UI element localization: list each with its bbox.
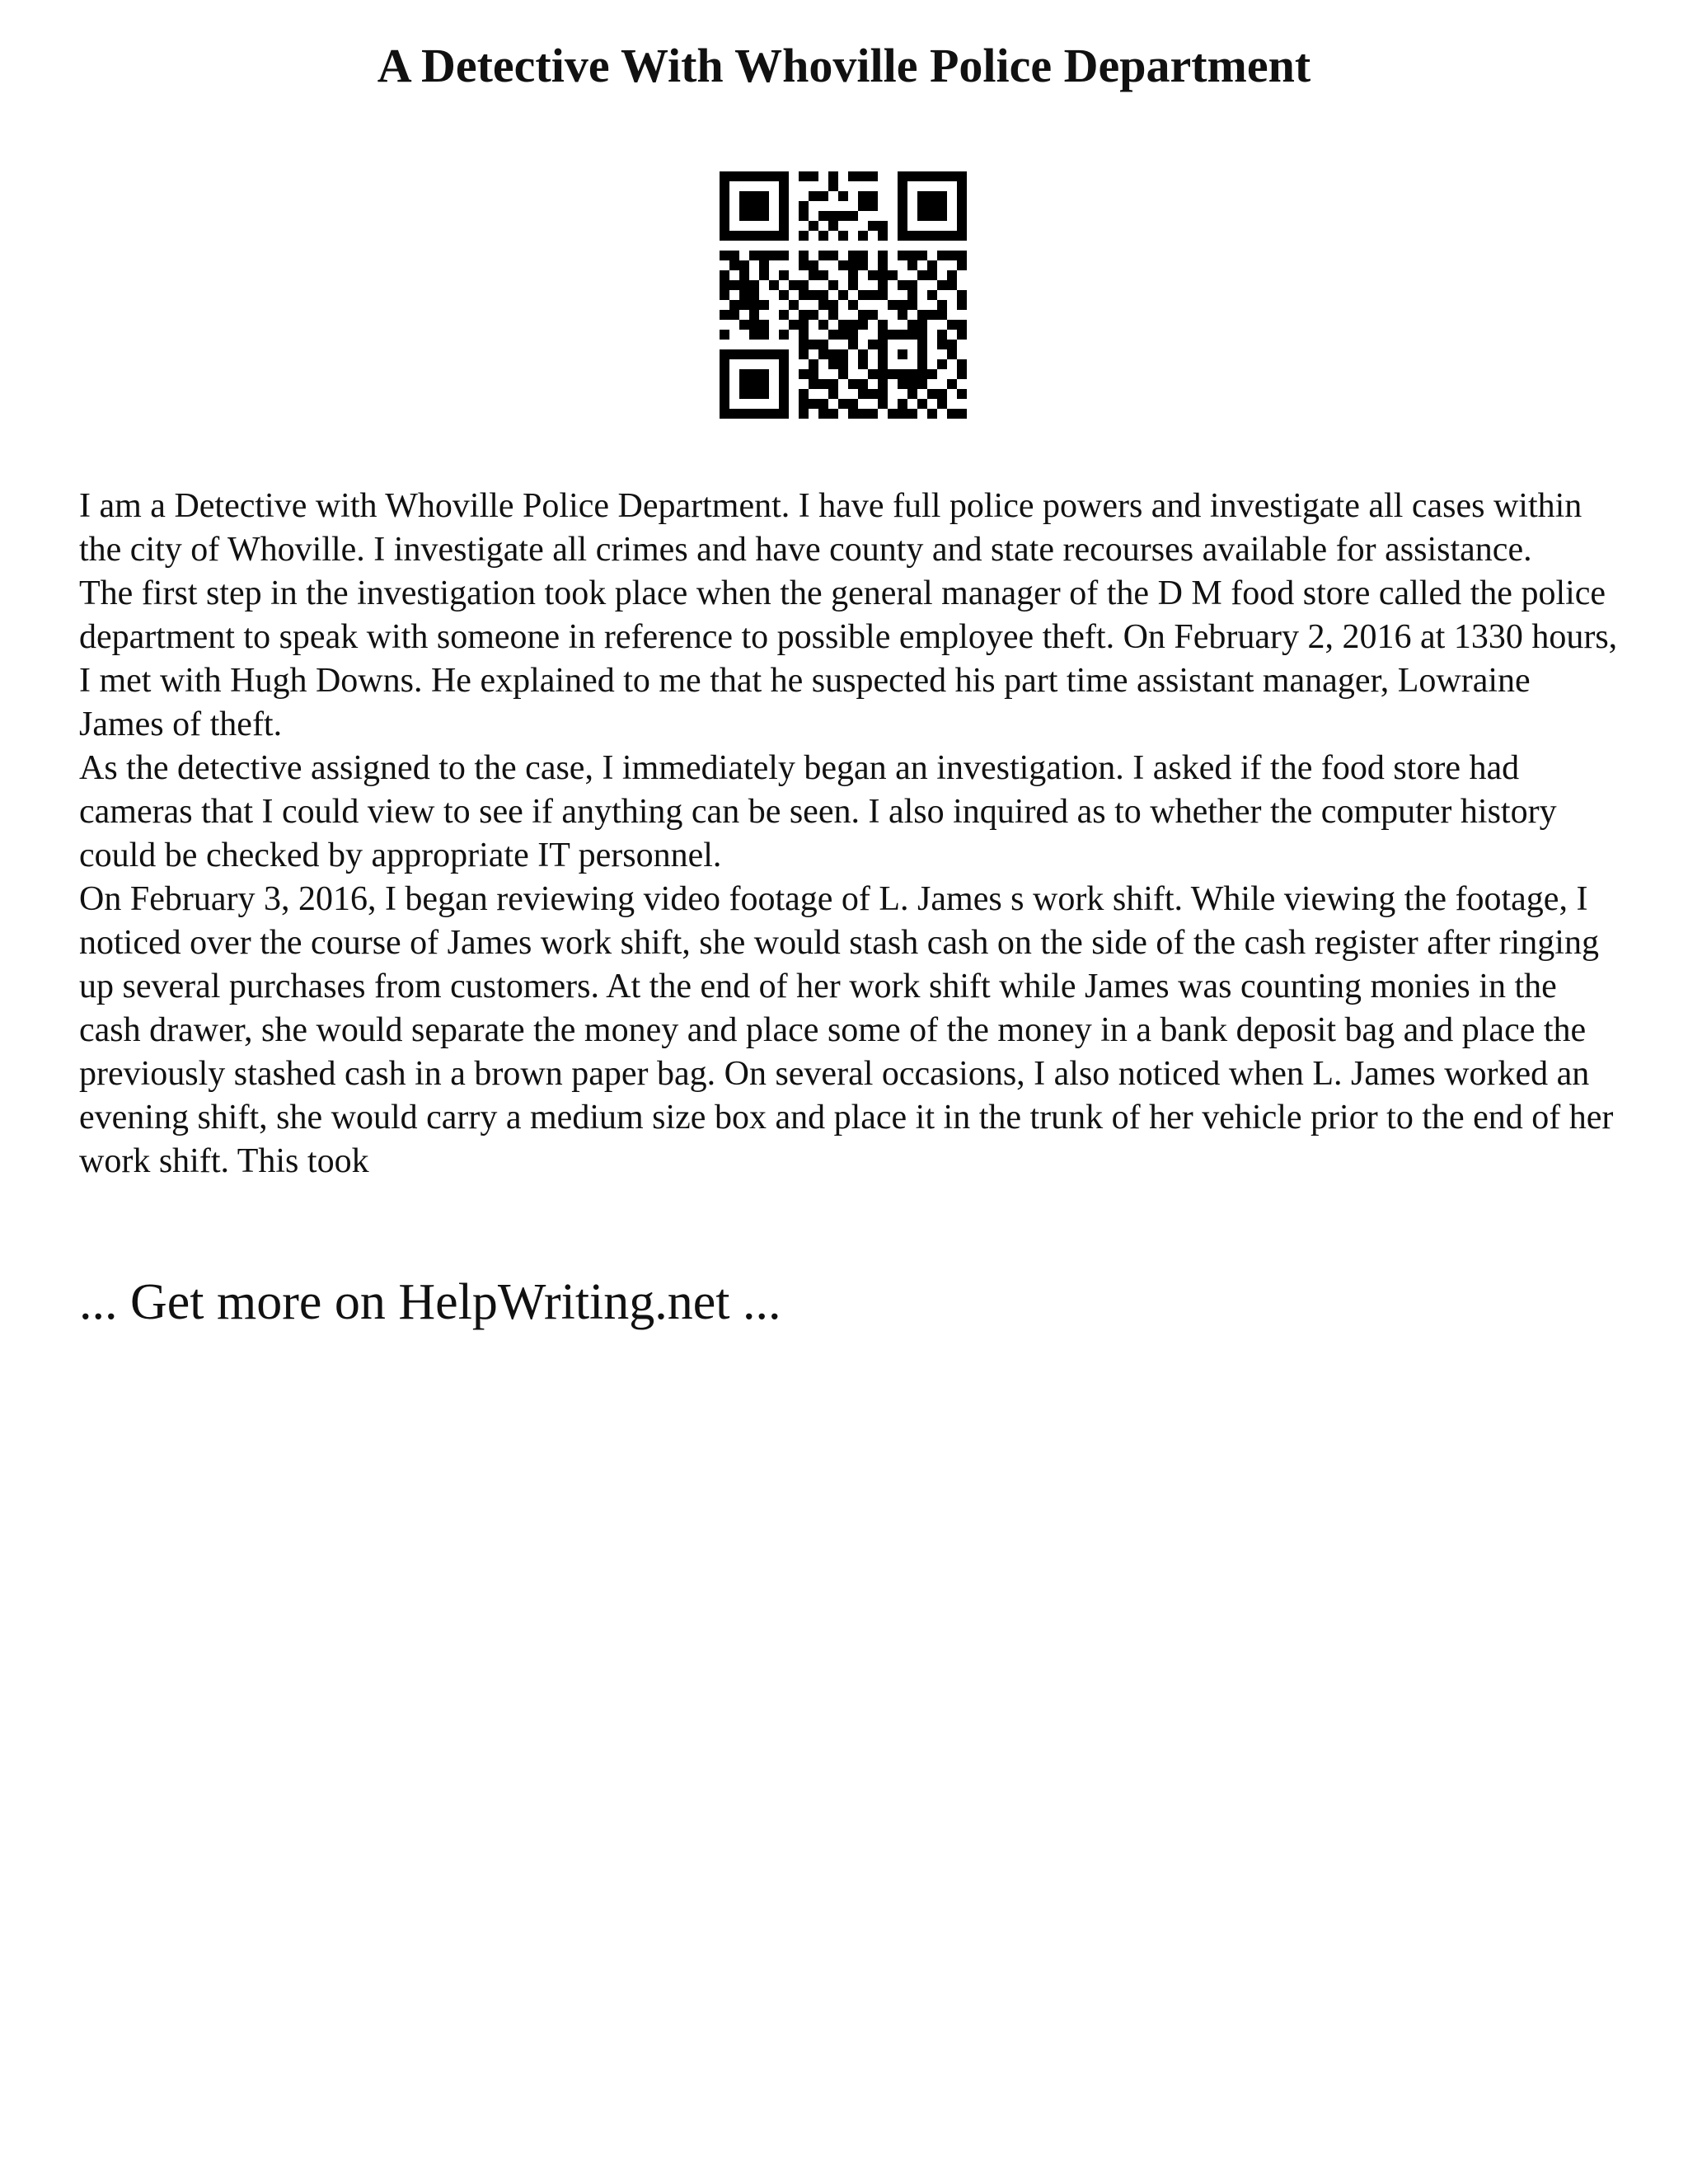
paragraph-video-review: On February 3, 2016, I began reviewing video footage of L. James s work shift. While viewing the footage, I noticed over the course of James work shift, she would stash cash on the side of the cash register after ringing up several purchases from customers. At the end of her work shift while James was counting monies in the cash drawer, she would separate the money and place some of the money in a bank deposit bag and place the previously stashed cash in a brown paper bag. On several occasions, I also noticed when L. James worked an evening shift, she would carry a medium size box and place it in the trunk of her vehicle prior to the end of her work shift. This took — [79, 880, 1614, 1180]
paragraph-intro: I am a Detective with Whoville Police Department. I have full police powers and investigate all cases within the city of Whoville. I investigate all crimes and have county and state recourses available for assistance. — [79, 487, 1582, 569]
paragraph-first-step: The first step in the investigation took place when the general manager of the D M food store called the police department to speak with someone in reference to possible employee theft. On February 2, 2016 at 1330 hours, I met with Hugh Downs. He explained to me that he suspected his part time assistant manager, Lowraine James of theft. — [79, 574, 1618, 743]
document-body — [79, 485, 1620, 1183]
paragraph-investigation: As the detective assigned to the case, I immediately began an investigation. I asked if the food store had cameras that I could view to see if anything can be seen. I also inquired as to whether the computer history could be checked by appropriate IT personnel. — [79, 749, 1557, 874]
get-more-link[interactable]: ... Get more on HelpWriting.net ... — [79, 1274, 781, 1330]
qr-code-icon — [720, 171, 967, 419]
document-title: A Detective With Whoville Police Department — [377, 39, 1311, 92]
